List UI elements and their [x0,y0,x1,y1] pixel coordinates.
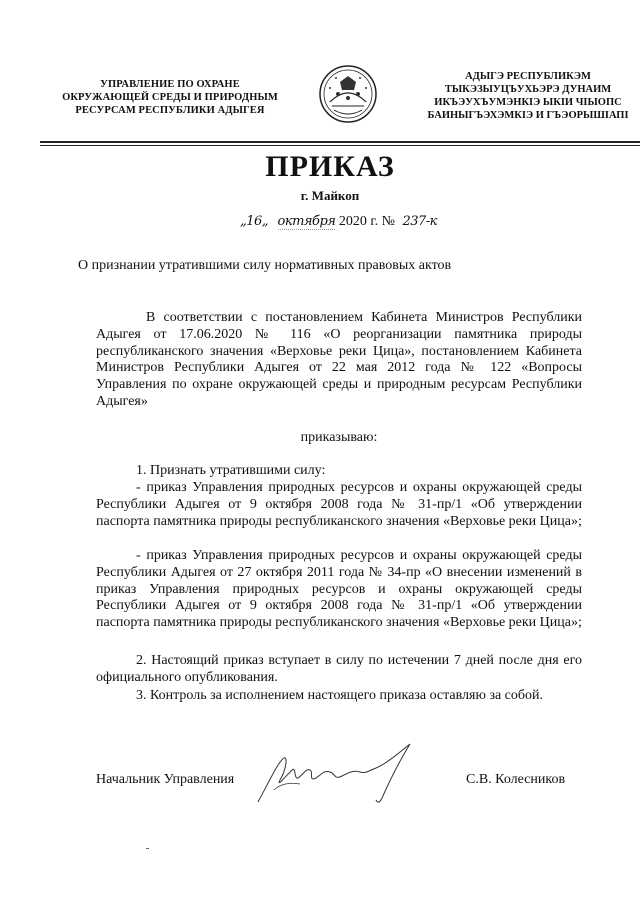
header-divider-thick [40,141,640,143]
handwritten-month: октября [277,214,336,229]
document-title: ПРИКАЗ [265,150,395,183]
republic-emblem-icon [318,64,378,124]
header-divider-thin [40,145,640,146]
header-right-line: ТЫКЭЗЫУЦЪУХЬЭРЭ ДУНАИМ [444,84,612,95]
handwritten-day: „16„ [240,214,269,229]
signatory-position: Начальник Управления [96,772,235,787]
handwritten-order-number: 237-к [402,214,437,229]
date-year-label: 2020 г. № [338,214,395,229]
header-agency-name-adyghe [398,70,640,122]
item-1a: - приказ Управления природных ресурсов и охраны окружающей среды Республики Адыгея от 9 октября 2008 года № 31-пр/1 «Об утверждении паспорта памятника природы республиканского значения «Верховье реки Цица»; [96,480,582,529]
item-1: 1. Признать утратившими силу: [136,463,326,478]
handwritten-signature-icon [250,740,420,812]
item-3: 3. Контроль за исполнением настоящего приказа оставляю за собой. [136,688,544,703]
document-subject: О признании утратившими силу нормативных правовых актов [78,258,452,273]
intro-paragraph: В соответствии с постановлением Кабинета Министров Республики Адыгея от 17.06.2020 № 116 «О реорганизации памятника природы республиканского значения «Верховье реки Цица», постановлением Кабинета Министров Республики Адыгея от 22 мая 2012 года № 122 «Вопросы Управления по охране окружающей среды и природным ресурсам Республики Адыгея» [96,310,582,409]
document-date-line [240,214,437,230]
signatory-name: С.В. Колесников [466,772,566,787]
header-right-line: АДЫГЭ РЕСПУБЛИКЭМ [465,71,591,82]
header-agency-name-ru [40,78,300,117]
header-left-line: РЕСУРСАМ РЕСПУБЛИКИ АДЫГЕЯ [75,105,265,116]
header-right-line: ИКЪЭУХЪУМЭНКIЭ ЫКIИ ЧIЫОПС [434,97,622,108]
order-word: приказываю: [300,430,378,445]
item-2: 2. Настоящий приказ вступает в силу по истечении 7 дней после дня его официального опубликования. [96,653,582,685]
header-right-line: БАИНЫГЪЭХЭМКIЭ И ГЪЭОРЫШIАПI [427,110,629,121]
document-city: г. Майкоп [300,188,360,203]
page-mark [146,848,149,849]
header-left-line: УПРАВЛЕНИЕ ПО ОХРАНЕ [100,79,240,90]
header-left-line: ОКРУЖАЮЩЕЙ СРЕДЫ И ПРИРОДНЫМ [62,92,278,103]
item-1b: - приказ Управления природных ресурсов и охраны окружающей среды Республики Адыгея от 27 октября 2011 года № 34-пр «О внесении изменений в приказ Управления природных ресурсов и охраны окружающей среды Республики Адыгея от 9 октября 2008 года № 31-пр/1 «Об утверждении паспорта памятника природы республиканского значения «Верховье реки Цица»; [96,548,582,631]
